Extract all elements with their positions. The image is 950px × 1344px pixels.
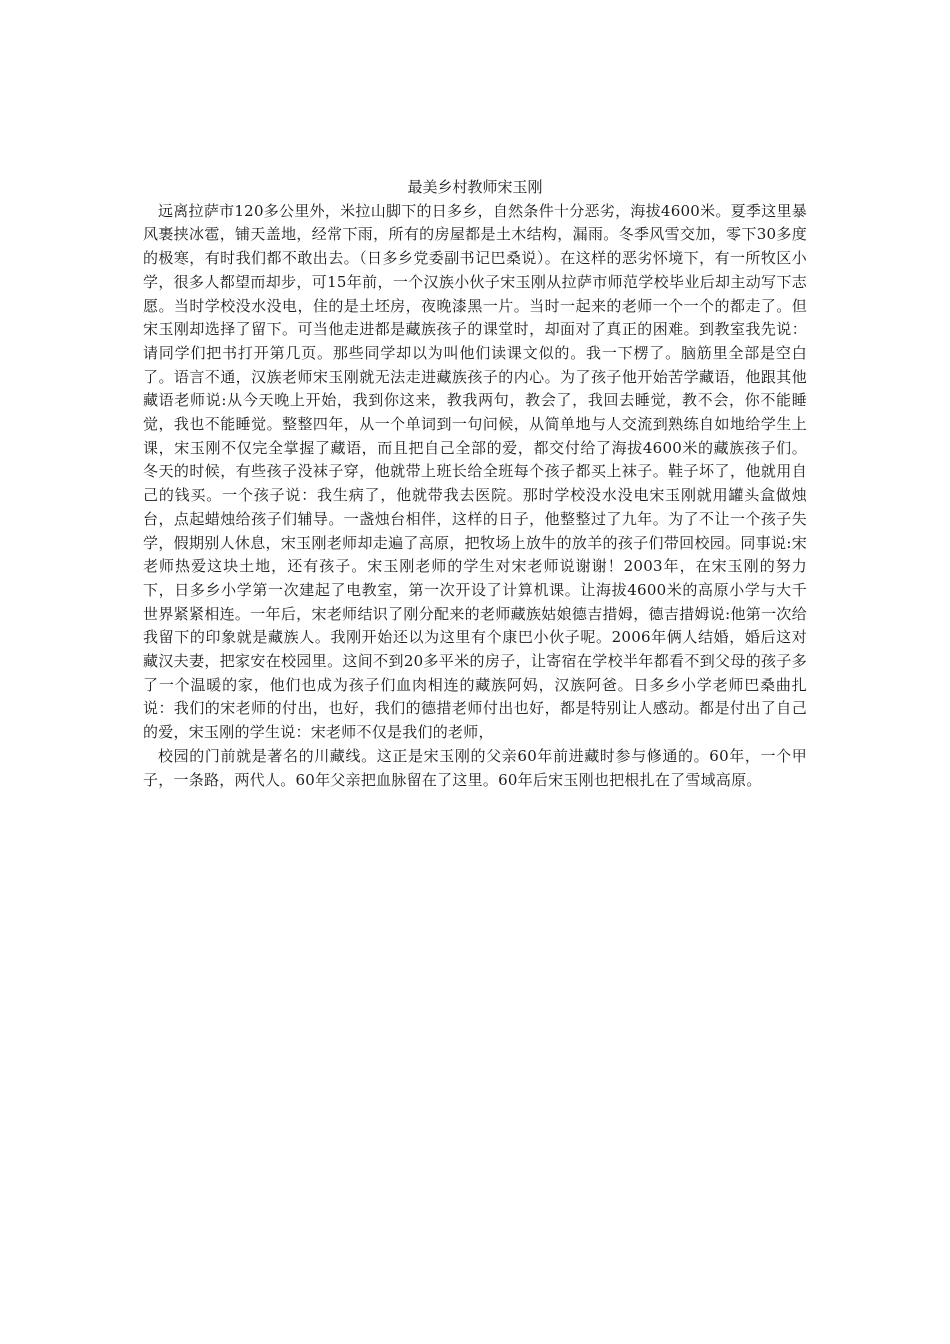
body-paragraph: 远离拉萨市120多公里外，米拉山脚下的日多乡，自然条件十分恶劣，海拔4600米。夏季这里暴风裹挟冰雹，铺天盖地，经常下雨，所有的房屋都是土木结构，漏雨。冬季风雪交加，零下30多度的极寒，有时我们都不敢出去。（日多乡党委副书记巴桑说）。在这样的恶劣怀境下，有一所牧区小学，很多人都望而却步，可15年前，一个汉族小伙子宋玉刚从拉萨市师范学校毕业后却主动写下志愿。当时学校没水没电，住的是土坯房，夜晚漆黑一片。当时一起来的老师一个一个的都走了。但宋玉刚却选择了留下。可当他走进都是藏族孩子的课堂时，却面对了真正的困难。到教室我先说：请同学们把书打开第几页。那些同学却以为叫他们读课文似的。我一下楞了。脑筋里全部是空白了。语言不通，汉族老师宋玉刚就无法走进藏族孩子的内心。为了孩子他开始苦学藏语，他跟其他藏语老师说:从今天晚上开始，我到你这来，教我两句，教会了，我回去睡觉，教不会，你不能睡觉，我也不能睡觉。整整四年，从一个单词到一句问候，从简单地与人交流到熟练自如地给学生上课，宋玉刚不仅完全掌握了藏语，而且把自己全部的爱，都交付给了海拔4600米的藏族孩子们。冬天的时候，有些孩子没袜子穿，他就带上班长给全班每个孩子都买上袜子。鞋子坏了，他就用自己的钱买。一个孩子说：我生病了，他就带我去医院。那时学校没水没电宋玉刚就用罐头盒做烛台，点起蜡烛给孩子们辅导。一盏烛台相伴，这样的日子，他整整过了九年。为了不让一个孩子失学，假期别人休息，宋玉刚老师却走遍了高原，把牧场上放牛的放羊的孩子们带回校园。同事说:宋老师热爱这块土地，还有孩子。宋玉刚老师的学生对宋老师说谢谢！2003年，在宋玉刚的努力下，日多乡小学第一次建起了电教室，第一次开设了计算机课。让海拔4600米的高原小学与大千世界紧紧相连。一年后，宋老师结识了刚分配来的老师藏族姑娘德吉措姆，德吉措姆说:他第一次给我留下的印象就是藏族人。我刚开始还以为这里有个康巴小伙子呢。2006年俩人结婚，婚后这对藏汉夫妻，把家安在校园里。这间不到20多平米的房子，让寄宿在学校半年都看不到父母的孩子多了一个温暖的家，他们也成为孩子们血肉相连的藏族阿妈，汉族阿爸。日多乡小学老师巴桑曲扎说：我们的宋老师的付出，也好，我们的德措老师付出也好，都是特别让人感动。都是付出了自己的爱，宋玉刚的学生说：宋老师不仅是我们的老师， — [143, 201, 807, 742]
body-paragraph: 校园的门前就是著名的川藏线。这正是宋玉刚的父亲60年前进藏时参与修通的。60年，一个甲子，一条路，两代人。60年父亲把血脉留在了这里。60年后宋玉刚也把根扎在了雪域高原。 — [143, 746, 807, 789]
document-title: 最美乡村教师宋玉刚 — [407, 178, 543, 196]
document-body — [143, 176, 807, 792]
